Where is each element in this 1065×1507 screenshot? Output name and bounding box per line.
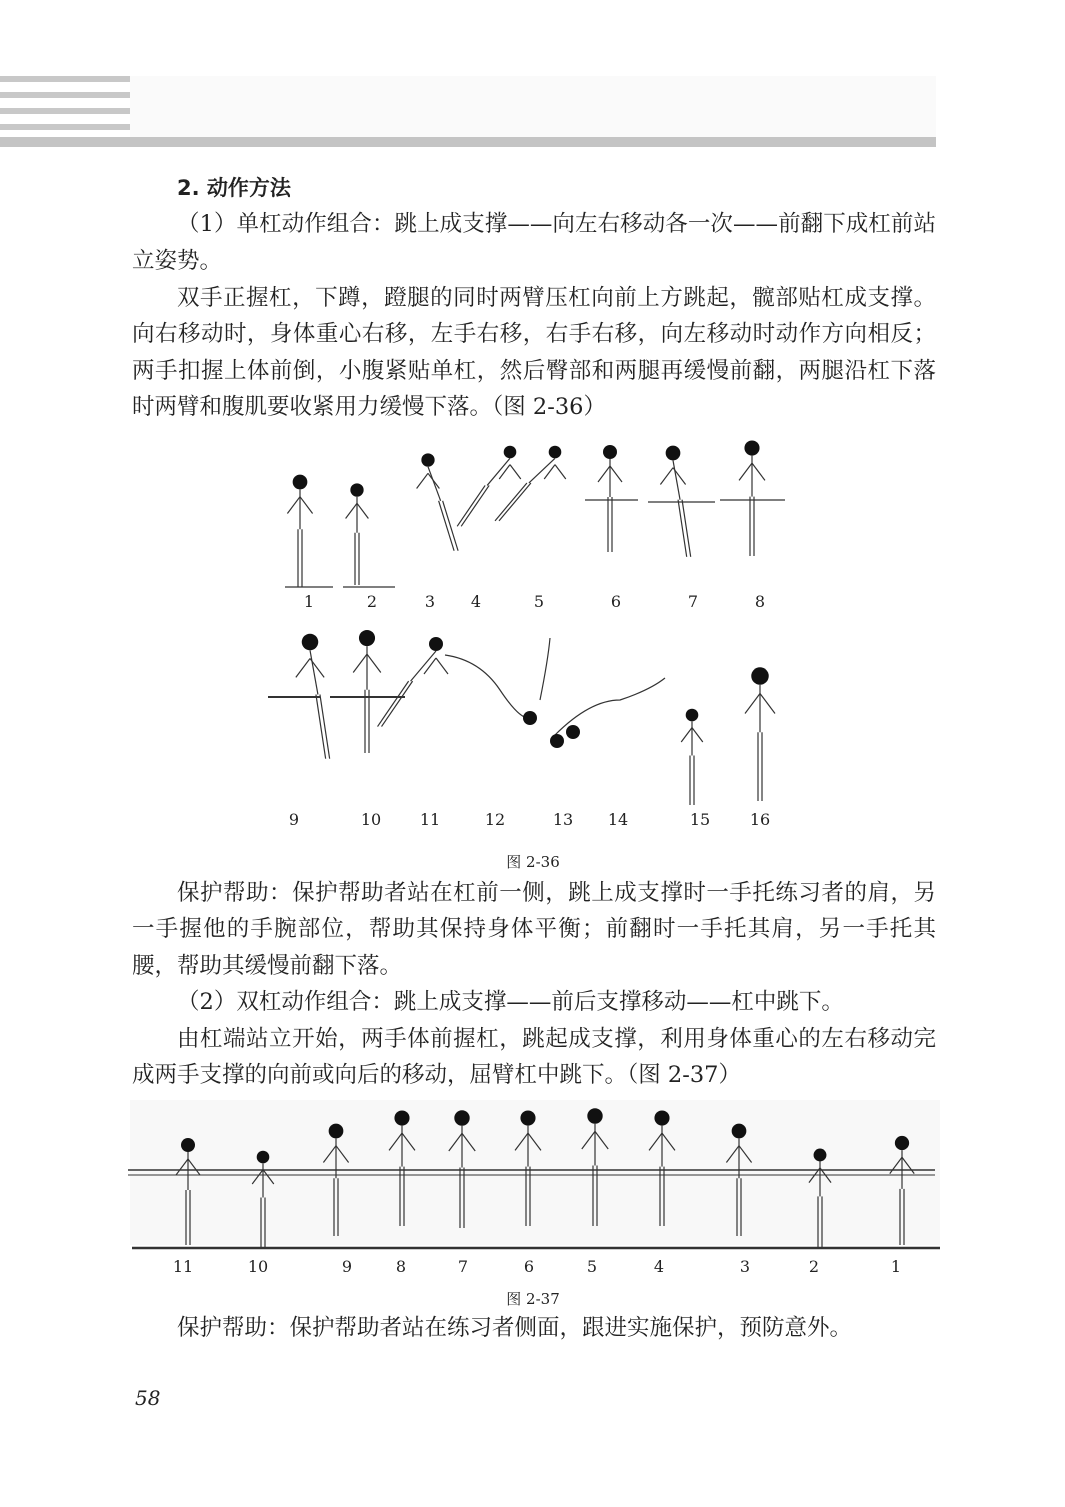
figure-stroke [692, 728, 703, 742]
gymnast-head [686, 709, 699, 722]
figure-stroke [439, 501, 454, 551]
figure-stroke [499, 465, 510, 479]
body-line: 由杠端站立开始，两手体前握杠，跳起成支撑，利用身体重心的左右移动完 [177, 1026, 936, 1052]
figure-stroke [346, 503, 357, 518]
figure-stroke [428, 467, 441, 501]
gymnast-head [302, 634, 319, 651]
gymnast-head [654, 1110, 669, 1125]
figure-step-label: 5 [586, 1257, 598, 1276]
figure-stroke [296, 659, 310, 678]
gymnast-head [293, 475, 308, 490]
gymnast-head [504, 446, 517, 459]
figure-step-label: 8 [754, 592, 766, 611]
figure-stroke [610, 466, 622, 482]
figure-step-label: 3 [739, 1257, 751, 1276]
figure-step-label: 2 [366, 592, 378, 611]
figure-step-label: 13 [552, 810, 574, 829]
figure-stroke [424, 658, 436, 674]
figure-step-label: 1 [303, 592, 315, 611]
body-line: 时两臂和腹肌要收紧用力缓慢下落。（图 2-36） [132, 394, 606, 420]
body-line: 腰，帮助其缓慢前翻下落。 [132, 953, 403, 979]
figure-stroke [357, 503, 368, 518]
figure-step-label: 12 [484, 810, 506, 829]
figure-stroke [367, 654, 381, 672]
figure-stroke [382, 681, 413, 726]
gymnast-head [603, 445, 617, 459]
figure-step-label: 16 [749, 810, 771, 829]
figure-step-label: 8 [395, 1257, 407, 1276]
figure-stroke [310, 659, 324, 678]
gymnast-head [549, 446, 562, 459]
figure-stroke [499, 483, 531, 521]
figure-stroke [353, 654, 367, 672]
body-line: 保护帮助：保护帮助者站在杠前一侧，跳上成支撑时一手托练习者的肩，另 [177, 880, 936, 906]
figure-step-label: 2 [808, 1257, 820, 1276]
gymnast-head [814, 1149, 827, 1162]
figure-step-label: 7 [457, 1257, 469, 1276]
figure-stroke [445, 638, 665, 735]
gymnast-head [257, 1151, 270, 1164]
gymnast-head [587, 1108, 602, 1123]
figure-stroke [510, 465, 521, 479]
figure-stroke [411, 651, 436, 681]
figure-stroke [300, 497, 313, 514]
gymnast-head [566, 725, 580, 739]
figure-stroke [681, 728, 692, 742]
figure-stroke [428, 473, 439, 488]
figure-caption: 图 2-37 [506, 1290, 560, 1308]
body-line: 保护帮助：保护帮助者站在练习者侧面，跟进实施保护，预防意外。 [177, 1315, 853, 1341]
figure-stroke [443, 501, 458, 551]
figure-stroke [417, 473, 428, 488]
body-line: 向右移动时，身体重心右移，左手右移，右手右移，向左移动时动作方向相反； [132, 321, 936, 347]
body-line: 成两手支撑的向前或向后的移动，屈臂杠中跳下。（图 2-37） [132, 1062, 741, 1088]
figure-step-label: 11 [419, 810, 441, 829]
gymnast-head [520, 1110, 535, 1125]
gymnast-head [523, 711, 537, 725]
body-line: 两手扣握上体前倒，小腹紧贴单杠，然后臀部和两腿再缓慢前翻，两腿沿杠下落 [132, 358, 936, 384]
figure-step-label: 1 [890, 1257, 902, 1276]
figure-stroke [739, 463, 752, 480]
figure-stroke [461, 485, 489, 526]
figure-step-label: 5 [533, 592, 545, 611]
body-line: 一手握他的手腕部位，帮助其保持身体平衡；前翻时一手托其肩，另一手托其 [132, 916, 936, 942]
figure-stroke [436, 658, 448, 674]
gymnast-head [751, 667, 769, 685]
figure-step-label: 7 [687, 592, 699, 611]
page-number: 58 [135, 1386, 161, 1410]
gymnast-head [895, 1136, 909, 1150]
gymnast-head [454, 1110, 469, 1125]
figure-stroke [555, 465, 566, 479]
figure-stroke [598, 466, 610, 482]
figure-stroke [745, 694, 760, 714]
figure-stroke [487, 458, 510, 485]
figure-stroke [495, 483, 527, 521]
figure-stroke [682, 500, 691, 557]
figure-stroke [378, 681, 409, 726]
figure-stroke [673, 468, 686, 485]
gymnast-head [394, 1110, 409, 1125]
figure-step-label: 4 [470, 592, 482, 611]
figure-stroke [673, 460, 680, 499]
gymnast-head [181, 1138, 195, 1152]
body-line: （2）双杠动作组合：跳上成支撑——前后支撑移动——杠中跳下。 [177, 989, 844, 1015]
gymnast-head [550, 734, 564, 748]
gymnast-head [429, 637, 443, 651]
figure-step-label: 14 [607, 810, 629, 829]
figure-step-label: 4 [653, 1257, 665, 1276]
gymnast-head [744, 440, 759, 455]
gymnast-head [732, 1124, 747, 1139]
figure-stroke [310, 650, 318, 694]
figure-step-label: 3 [424, 592, 436, 611]
figure-step-label: 10 [247, 1257, 269, 1276]
gymnast-head [329, 1124, 344, 1139]
figure-step-label: 6 [610, 592, 622, 611]
figure-step-label: 9 [288, 810, 300, 829]
figure-caption: 图 2-36 [506, 853, 560, 871]
figure-stroke [287, 497, 300, 514]
section-heading: 2. 动作方法 [177, 176, 291, 200]
gymnast-head [359, 630, 375, 646]
figure-step-label: 10 [360, 810, 382, 829]
figure-stroke [678, 500, 687, 557]
figure-step-label: 9 [341, 1257, 353, 1276]
figure-step-label: 15 [689, 810, 711, 829]
body-line: 立姿势。 [132, 248, 223, 274]
body-line: （1）单杠动作组合：跳上成支撑——向左右移动各一次——前翻下成杠前站 [177, 211, 936, 237]
figure-stroke [760, 694, 775, 714]
figure-stroke [660, 468, 673, 485]
figure-step-label: 6 [523, 1257, 535, 1276]
figure-stroke [457, 485, 485, 526]
figure-stroke [752, 463, 765, 480]
figure-step-label: 11 [172, 1257, 194, 1276]
gymnast-head [350, 483, 363, 496]
gymnast-head [666, 446, 681, 461]
gymnast-head [421, 453, 434, 466]
body-line: 双手正握杠，下蹲，蹬腿的同时两臂压杠向前上方跳起，髋部贴杠成支撑。 [177, 285, 936, 311]
